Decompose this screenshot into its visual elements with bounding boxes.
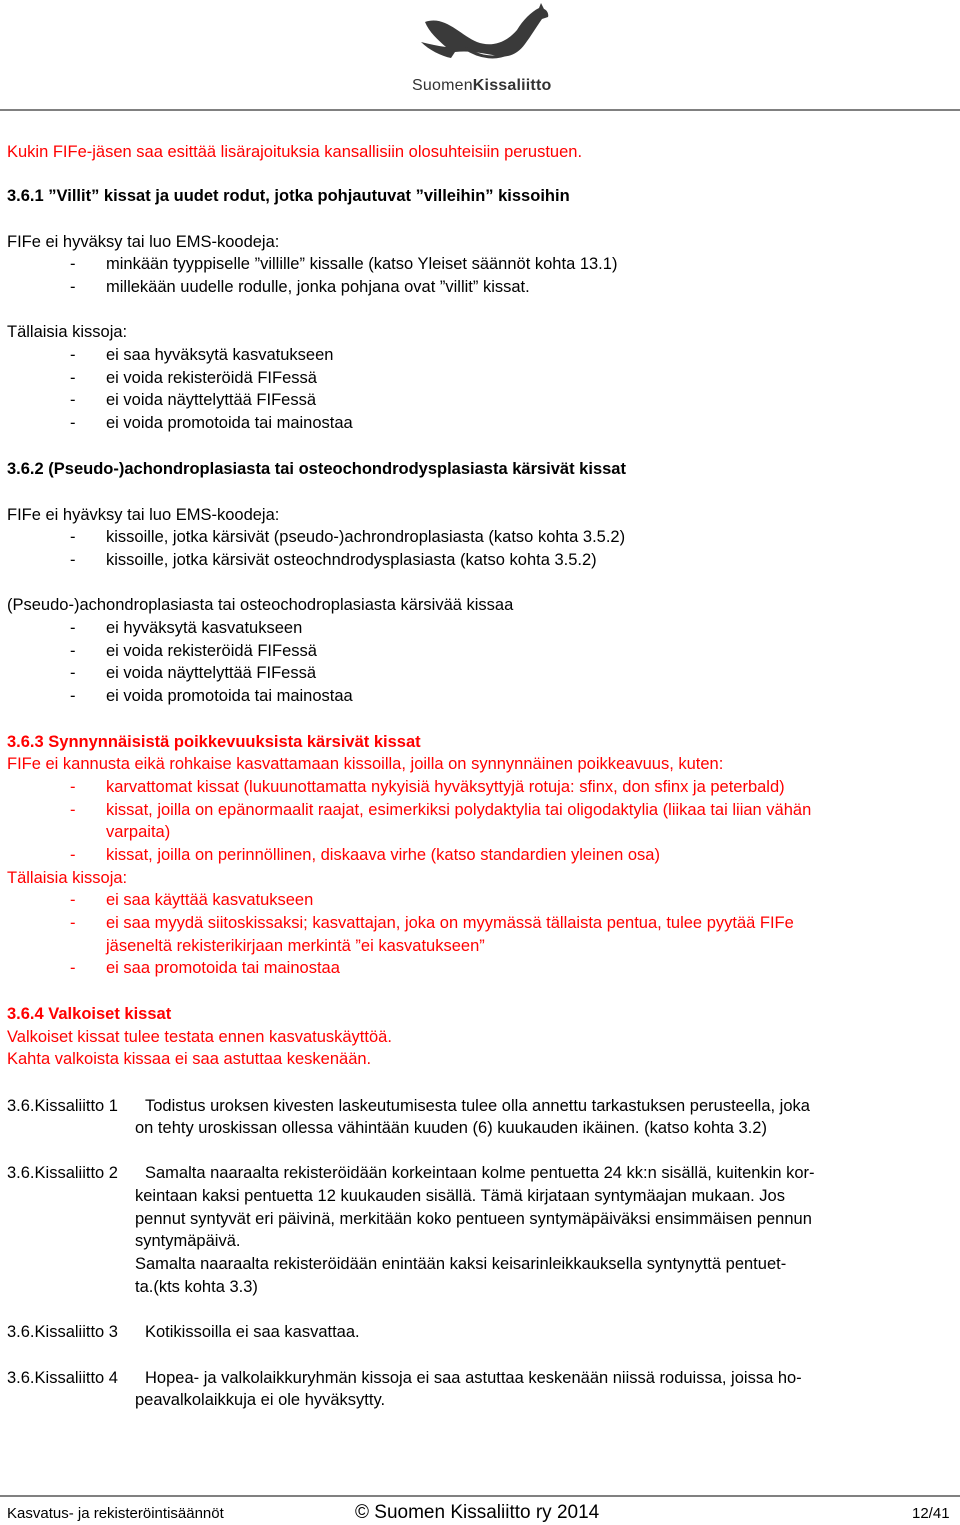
list-dash: -	[70, 664, 76, 682]
kissaliitto-2-line: syntymäpäivä.	[135, 1232, 241, 1250]
section-362-heading: 3.6.2 (Pseudo-)achondroplasiasta tai osteochondrodysplasiasta kärsivät kissat	[7, 460, 626, 478]
footer-rule	[0, 1495, 960, 1497]
list-dash: -	[70, 914, 76, 932]
list-item: ei voida näyttelyttää FIFessä	[106, 391, 317, 409]
logo-wordmark	[412, 77, 551, 95]
section-364-line: Kahta valkoista kissaa ei saa astuttaa keskenään.	[7, 1050, 372, 1068]
footer-left: Kasvatus- ja rekisteröintisäännöt	[7, 1505, 224, 1522]
list-dash: -	[70, 891, 76, 909]
list-item: millekään uudelle rodulle, jonka pohjana ovat ”villit” kissat.	[106, 278, 530, 296]
kissaliitto-2-line: Samalta naaraalta rekisteröidään korkeintaan kolme pentuetta 24 kk:n sisällä, kuitenkin kor-	[145, 1164, 815, 1182]
kissaliitto-2-line: ta.(kts kohta 3.3)	[135, 1278, 258, 1296]
list-item: ei hyväksytä kasvatukseen	[106, 619, 303, 637]
kissaliitto-2-line: pennut syntyvät eri päivinä, merkitään koko pentueen syntymäpäiväksi ensimmäisen pennun	[135, 1210, 812, 1228]
list-item: ei saa promotoida tai mainostaa	[106, 959, 340, 977]
list-item: kissat, joilla on epänormaalit raajat, esimerkiksi polydaktylia tai oligodaktylia (liikaa tai liian vähän	[106, 801, 812, 819]
kissaliitto-2-line: Samalta naaraalta rekisteröidään enintään kaksi keisarinleikkauksella syntynyttä pentuet-	[135, 1255, 787, 1273]
section-363-heading: 3.6.3 Synnynnäisistä poikkevuuksista kärsivät kissat	[7, 733, 421, 751]
list-dash: -	[70, 619, 76, 637]
list-item-continued: jäseneltä rekisterikirjaan merkintä ”ei kasvatukseen”	[106, 937, 485, 955]
list-dash: -	[70, 687, 76, 705]
kissaliitto-2-label: 3.6.Kissaliitto 2	[7, 1164, 118, 1182]
footer-center: © Suomen Kissaliitto ry 2014	[355, 1502, 600, 1523]
list-dash: -	[70, 528, 76, 546]
logo-text-bold: Kissaliitto	[472, 77, 552, 94]
header-rule	[0, 109, 960, 111]
list-item: ei saa käyttää kasvatukseen	[106, 891, 314, 909]
list-dash: -	[70, 346, 76, 364]
list-item: kissat, joilla on perinnöllinen, diskaava virhe (katso standardien yleinen osa)	[106, 846, 660, 864]
list-item-continued: varpaita)	[106, 823, 171, 841]
list-item: ei voida promotoida tai mainostaa	[106, 687, 353, 705]
kissaliitto-2-line: keintaan kaksi pentuetta 12 kuukauden sisällä. Tämä kirjataan syntymäajan mukaan. Jos	[135, 1187, 785, 1205]
section-363-lead: FIFe ei kannusta eikä rohkaise kasvattamaan kissoilla, joilla on synnynnäinen poikkeavuus, kuten:	[7, 755, 724, 773]
section-361-lead2: Tällaisia kissoja:	[7, 323, 128, 341]
list-item: minkään tyyppiselle ”villille” kissalle (katso Yleiset säännöt kohta 13.1)	[106, 255, 618, 273]
section-364-heading: 3.6.4 Valkoiset kissat	[7, 1005, 172, 1023]
kissaliitto-3-text: Kotikissoilla ei saa kasvattaa.	[145, 1323, 360, 1341]
list-dash: -	[70, 551, 76, 569]
kissaliitto-3-label: 3.6.Kissaliitto 3	[7, 1323, 118, 1341]
logo-text-regular: Suomen	[412, 77, 473, 94]
kissaliitto-1-line: on tehty uroskissan ollessa vähintään kuuden (6) kuukauden ikäinen. (katso kohta 3.2)	[135, 1119, 767, 1137]
section-361-heading: 3.6.1 ”Villit” kissat ja uudet rodut, jotka pohjautuvat ”villeihin” kissoihin	[7, 187, 570, 205]
kissaliitto-4-label: 3.6.Kissaliitto 4	[7, 1369, 118, 1387]
list-item: kissoille, jotka kärsivät (pseudo-)achrondroplasiasta (katso kohta 3.5.2)	[106, 528, 626, 546]
list-item: ei saa myydä siitoskissaksi; kasvattajan, joka on myymässä tällaista pentua, tulee pyytää FIFe	[106, 914, 794, 932]
list-dash: -	[70, 369, 76, 387]
list-dash: -	[70, 959, 76, 977]
kissaliitto-4-line: Hopea- ja valkolaikkuryhmän kissoja ei saa astuttaa keskenään niissä roduissa, joissa ho-	[145, 1369, 802, 1387]
section-361-lead: FIFe ei hyväksy tai luo EMS-koodeja:	[7, 233, 280, 251]
footer-page-number: 12/41	[912, 1505, 950, 1522]
list-item: ei voida rekisteröidä FIFessä	[106, 369, 317, 387]
list-dash: -	[70, 801, 76, 819]
kissaliitto-1-line: Todistus uroksen kivesten laskeutumisesta tulee olla annettu tarkastuksen perusteella, joka	[145, 1097, 810, 1115]
intro-text: Kukin FIFe-jäsen saa esittää lisärajoituksia kansallisiin olosuhteisiin perustuen.	[7, 143, 583, 161]
section-362-lead2: (Pseudo-)achondroplasiasta tai osteochodroplasiasta kärsivää kissaa	[7, 596, 514, 614]
list-item: ei voida näyttelyttää FIFessä	[106, 664, 317, 682]
list-dash: -	[70, 414, 76, 432]
list-item: karvattomat kissat (lukuunottamatta nykyisiä hyväksyttyjä rotuja: sfinx, don sfinx ja peterbald)	[106, 778, 785, 796]
section-362-lead: FIFe ei hyävksy tai luo EMS-koodeja:	[7, 506, 280, 524]
list-item: ei saa hyväksytä kasvatukseen	[106, 346, 334, 364]
list-dash: -	[70, 642, 76, 660]
kissaliitto-1-label: 3.6.Kissaliitto 1	[7, 1097, 118, 1115]
list-item: ei voida rekisteröidä FIFessä	[106, 642, 317, 660]
list-dash: -	[70, 255, 76, 273]
list-dash: -	[70, 846, 76, 864]
list-item: kissoille, jotka kärsivät osteochndrodysplasiasta (katso kohta 3.5.2)	[106, 551, 597, 569]
list-dash: -	[70, 778, 76, 796]
section-364-line: Valkoiset kissat tulee testata ennen kasvatuskäyttöä.	[7, 1028, 392, 1046]
kissaliitto-4-line: peavalkolaikkuja ei ole hyväksytty.	[135, 1391, 386, 1409]
list-dash: -	[70, 278, 76, 296]
list-item: ei voida promotoida tai mainostaa	[106, 414, 353, 432]
list-dash: -	[70, 391, 76, 409]
section-363-lead2: Tällaisia kissoja:	[7, 869, 128, 887]
